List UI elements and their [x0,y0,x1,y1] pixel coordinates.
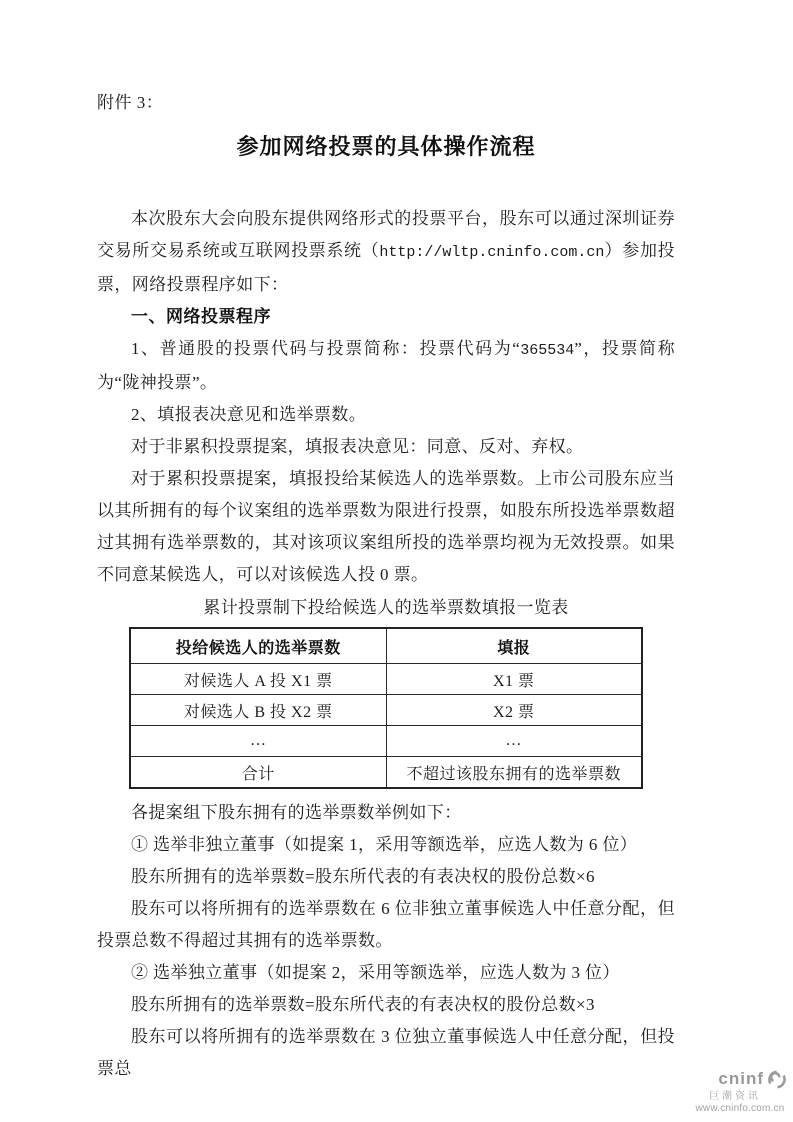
cumulative-paragraph: 对于累积投票提案，填报投给某候选人的选举票数。上市公司股东应当以其所拥有的每个议案组的选举票数为限进行投票，如股东所投选举票数超过其拥有选举票数的，其对该项议案组所投的选举票均视为无效投票。如果不同意某候选人，可以对该候选人投 0 票。 [97,469,675,584]
non-cumulative-paragraph: 对于非累积投票提案，填报表决意见：同意、反对、弃权。 [131,437,584,456]
cell-fill: X2 票 [386,695,642,726]
intro-text-before-url: 本次股东大会向股东提供网络形式的投票平台，股东可以通过深圳证券交易所交易系统或互联网投票系统（ [97,209,675,260]
attachment-label: 附件 3： [97,93,164,112]
voting-code-paragraph [97,333,675,399]
cninfo-logo-row [690,1069,790,1090]
cninfo-swirl-icon [766,1069,788,1090]
examples-intro-paragraph: 各提案组下股东拥有的选举票数举例如下： [131,803,462,822]
cell-fill: 不超过该股东拥有的选举票数 [386,757,642,789]
voting-system-url: http://wltp.cninfo.com.cn [379,244,605,261]
document-body [97,203,675,1085]
column-header-votes: 投给候选人的选举票数 [130,628,386,664]
cell-fill: X1 票 [386,664,642,695]
intro-paragraph [97,203,675,301]
cninfo-website-url: www.cninfo.com.cn [695,1103,785,1114]
table-row [130,757,642,789]
column-header-fill: 填报 [386,628,642,664]
cninfo-brand-text: cninf [718,1069,764,1089]
cell-fill: … [386,726,642,757]
cell-votes: … [130,726,386,757]
table-row [130,726,642,757]
page-title: 参加网络投票的具体操作流程 [236,134,536,159]
fill-opinion-paragraph: 2、填报表决意见和选举票数。 [131,405,367,424]
cell-votes: 合计 [130,757,386,789]
intro-text-after-url: ）参加投票，网络投票程序如下： [97,241,675,294]
cninfo-logo [690,1069,790,1114]
example1-title: ① 选举非独立董事（如提案 1，采用等额选举，应选人数为 6 位） [131,835,638,854]
section-heading-voting-procedure: 一、网络投票程序 [131,307,271,326]
example1-note: 股东可以将所拥有的选举票数在 6 位非独立董事候选人中任意分配，但投票总数不得超过其拥有的选举票数。 [97,899,675,950]
example1-formula: 股东所拥有的选举票数=股东所代表的有表决权的股份总数×6 [131,867,595,886]
cell-votes: 对候选人 B 投 X2 票 [130,695,386,726]
example2-note: 股东可以将所拥有的选举票数在 3 位独立董事候选人中任意分配，但投票总 [97,1027,675,1078]
voting-code-text-before: 1、普通股的投票代码与投票简称：投票代码为“ [131,339,521,358]
document-content [97,90,675,1085]
table-row [130,695,642,726]
voting-code-value: 365534 [520,342,575,359]
example2-title: ② 选举独立董事（如提案 2，采用等额选举，应选人数为 3 位） [131,963,620,982]
table-header-row [130,628,642,664]
table-row [130,664,642,695]
cell-votes: 对候选人 A 投 X1 票 [130,664,386,695]
cumulative-voting-table [129,627,643,789]
example2-formula: 股东所拥有的选举票数=股东所代表的有表决权的股份总数×3 [131,995,595,1014]
table-caption: 累计投票制下投给候选人的选举票数填报一览表 [203,598,569,617]
cninfo-chinese-name: 巨潮资讯 [709,1091,761,1102]
voting-code-text-after: ”，投票简称为“陇神投票”。 [97,339,675,392]
